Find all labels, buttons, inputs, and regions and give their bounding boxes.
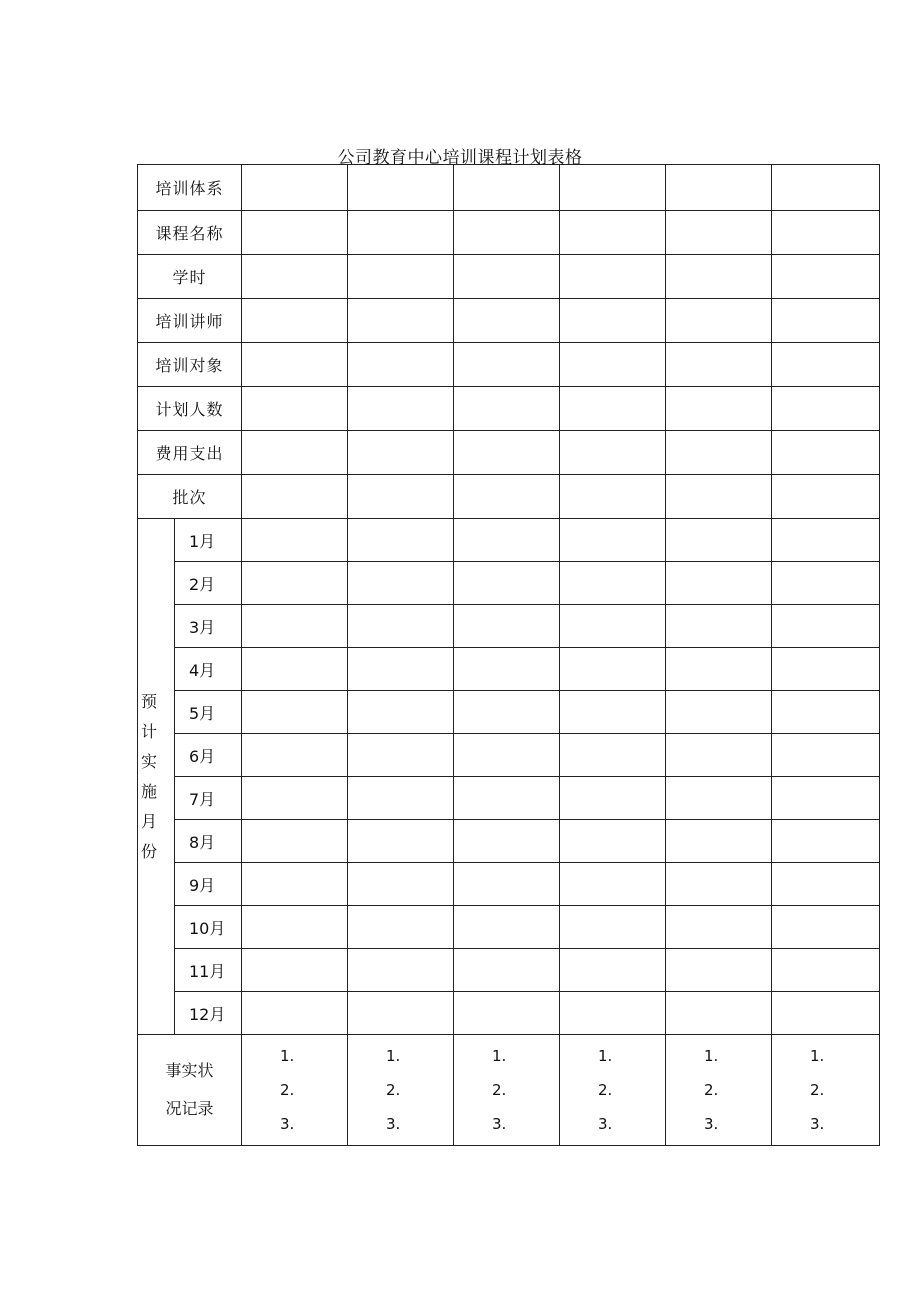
row-course-cell[interactable]: [772, 211, 880, 255]
month-course-cell[interactable]: [666, 734, 772, 777]
month-course-cell[interactable]: [242, 519, 348, 562]
row-course-cell[interactable]: [560, 255, 666, 299]
row-course-cell[interactable]: [454, 211, 560, 255]
facts-row: [138, 1035, 880, 1146]
row-course-cell[interactable]: [454, 165, 560, 211]
month-row: [138, 949, 880, 992]
row-label: 费用支出: [138, 431, 242, 475]
month-course-cell[interactable]: [242, 691, 348, 734]
month-course-cell[interactable]: [560, 648, 666, 691]
row-course-cell[interactable]: [772, 475, 880, 519]
row-course-cell[interactable]: [560, 475, 666, 519]
row-course-cell[interactable]: [772, 165, 880, 211]
fact-item-number: 2.: [492, 1081, 507, 1099]
row-course-cell[interactable]: [348, 431, 454, 475]
table-row: [138, 343, 880, 387]
month-course-cell[interactable]: [348, 949, 454, 992]
month-course-cell[interactable]: [666, 519, 772, 562]
month-row: [138, 906, 880, 949]
row-course-cell[interactable]: [454, 255, 560, 299]
row-course-cell[interactable]: [666, 165, 772, 211]
month-course-cell[interactable]: [666, 863, 772, 906]
month-course-cell[interactable]: [772, 949, 880, 992]
row-label: 批次: [138, 475, 242, 519]
month-course-cell[interactable]: [666, 949, 772, 992]
month-course-cell[interactable]: [772, 863, 880, 906]
fact-item-number: 2.: [704, 1081, 719, 1099]
row-course-cell[interactable]: [242, 165, 348, 211]
month-label: 5月: [175, 691, 242, 734]
month-course-cell[interactable]: [666, 648, 772, 691]
month-course-cell[interactable]: [348, 562, 454, 605]
month-row: [138, 562, 880, 605]
row-course-cell[interactable]: [348, 475, 454, 519]
month-course-cell[interactable]: [242, 562, 348, 605]
fact-item-number: 3.: [492, 1115, 507, 1133]
month-course-cell[interactable]: [348, 906, 454, 949]
document-title: 公司教育中心培训课程计划表格: [337, 148, 583, 168]
month-course-cell[interactable]: [666, 820, 772, 863]
fact-item-number: 1.: [492, 1047, 507, 1065]
fact-item-number: 2.: [810, 1081, 825, 1099]
month-course-cell[interactable]: [454, 949, 560, 992]
month-label: 3月: [175, 605, 242, 648]
month-course-cell[interactable]: [560, 992, 666, 1035]
month-course-cell[interactable]: [454, 734, 560, 777]
month-course-cell[interactable]: [772, 519, 880, 562]
month-course-cell[interactable]: [666, 562, 772, 605]
month-row: [138, 648, 880, 691]
month-course-cell[interactable]: [454, 863, 560, 906]
row-course-cell[interactable]: [560, 431, 666, 475]
table-row: [138, 299, 880, 343]
month-label: 1月: [175, 519, 242, 562]
fact-item-number: 3.: [280, 1115, 295, 1133]
month-label: 2月: [175, 562, 242, 605]
month-course-cell[interactable]: [348, 519, 454, 562]
table-row: [138, 475, 880, 519]
month-course-cell[interactable]: [772, 562, 880, 605]
month-course-cell[interactable]: [772, 691, 880, 734]
month-course-cell[interactable]: [560, 906, 666, 949]
month-course-cell[interactable]: [772, 906, 880, 949]
month-course-cell[interactable]: [348, 691, 454, 734]
row-course-cell[interactable]: [772, 343, 880, 387]
training-plan-table: [137, 164, 880, 1146]
row-course-cell[interactable]: [454, 343, 560, 387]
month-row: [138, 863, 880, 906]
table-row: [138, 211, 880, 255]
facts-course-cell[interactable]: [242, 1035, 348, 1146]
row-course-cell[interactable]: [242, 255, 348, 299]
month-row: [138, 605, 880, 648]
fact-item-number: 1.: [704, 1047, 719, 1065]
facts-course-cell[interactable]: [666, 1035, 772, 1146]
month-course-cell[interactable]: [666, 691, 772, 734]
month-course-cell[interactable]: [772, 820, 880, 863]
facts-course-cell[interactable]: [348, 1035, 454, 1146]
row-course-cell[interactable]: [666, 431, 772, 475]
table-row: [138, 431, 880, 475]
row-course-cell[interactable]: [242, 387, 348, 431]
row-label: 培训对象: [138, 343, 242, 387]
month-label: 10月: [175, 906, 242, 949]
month-course-cell[interactable]: [666, 777, 772, 820]
row-label: 学时: [138, 255, 242, 299]
table-row: [138, 255, 880, 299]
row-course-cell[interactable]: [560, 343, 666, 387]
month-course-cell[interactable]: [242, 863, 348, 906]
month-course-cell[interactable]: [348, 992, 454, 1035]
month-course-cell[interactable]: [454, 519, 560, 562]
row-course-cell[interactable]: [560, 165, 666, 211]
row-course-cell[interactable]: [242, 299, 348, 343]
month-course-cell[interactable]: [560, 605, 666, 648]
row-course-cell[interactable]: [242, 211, 348, 255]
month-course-cell[interactable]: [560, 519, 666, 562]
row-course-cell[interactable]: [560, 211, 666, 255]
month-course-cell[interactable]: [242, 734, 348, 777]
month-course-cell[interactable]: [454, 777, 560, 820]
fact-item-number: 1.: [810, 1047, 825, 1065]
month-row: [138, 519, 880, 562]
month-course-cell[interactable]: [242, 820, 348, 863]
month-course-cell[interactable]: [560, 562, 666, 605]
row-course-cell[interactable]: [772, 431, 880, 475]
row-label: 计划人数: [138, 387, 242, 431]
facts-label-line: 事实状: [165, 1061, 214, 1080]
month-course-cell[interactable]: [560, 691, 666, 734]
fact-item-number: 3.: [386, 1115, 401, 1133]
facts-course-cell[interactable]: [454, 1035, 560, 1146]
month-course-cell[interactable]: [348, 734, 454, 777]
row-course-cell[interactable]: [348, 299, 454, 343]
month-course-cell[interactable]: [560, 734, 666, 777]
schedule-label-char: 月: [141, 811, 158, 831]
month-row: [138, 992, 880, 1035]
month-label: 11月: [175, 949, 242, 992]
month-course-cell[interactable]: [348, 777, 454, 820]
month-course-cell[interactable]: [666, 605, 772, 648]
row-course-cell[interactable]: [666, 211, 772, 255]
month-row: [138, 734, 880, 777]
row-course-cell[interactable]: [772, 255, 880, 299]
schedule-label-char: 实: [141, 751, 158, 771]
month-course-cell[interactable]: [772, 777, 880, 820]
row-course-cell[interactable]: [666, 475, 772, 519]
table-row: [138, 387, 880, 431]
month-course-cell[interactable]: [454, 562, 560, 605]
fact-item-number: 3.: [704, 1115, 719, 1133]
fact-item-number: 1.: [280, 1047, 295, 1065]
row-course-cell[interactable]: [666, 255, 772, 299]
row-course-cell[interactable]: [242, 475, 348, 519]
table-row: [138, 165, 880, 211]
month-row: [138, 777, 880, 820]
month-label: 9月: [175, 863, 242, 906]
row-course-cell[interactable]: [242, 343, 348, 387]
schedule-label-char: 计: [141, 721, 158, 741]
fact-item-number: 1.: [598, 1047, 613, 1065]
row-course-cell[interactable]: [772, 387, 880, 431]
month-course-cell[interactable]: [454, 605, 560, 648]
month-course-cell[interactable]: [348, 820, 454, 863]
month-row: [138, 691, 880, 734]
row-course-cell[interactable]: [772, 299, 880, 343]
month-course-cell[interactable]: [242, 992, 348, 1035]
row-course-cell[interactable]: [666, 387, 772, 431]
row-course-cell[interactable]: [242, 431, 348, 475]
month-course-cell[interactable]: [454, 820, 560, 863]
row-course-cell[interactable]: [454, 431, 560, 475]
month-course-cell[interactable]: [560, 777, 666, 820]
month-course-cell[interactable]: [666, 992, 772, 1035]
fact-item-number: 1.: [386, 1047, 401, 1065]
fact-item-number: 3.: [598, 1115, 613, 1133]
row-label: 课程名称: [138, 211, 242, 255]
row-course-cell[interactable]: [348, 343, 454, 387]
month-course-cell[interactable]: [242, 949, 348, 992]
row-course-cell[interactable]: [348, 211, 454, 255]
month-label: 4月: [175, 648, 242, 691]
month-course-cell[interactable]: [348, 605, 454, 648]
schedule-label: [138, 519, 175, 1035]
month-course-cell[interactable]: [454, 992, 560, 1035]
fact-item-number: 2.: [386, 1081, 401, 1099]
month-course-cell[interactable]: [560, 949, 666, 992]
facts-label: [138, 1035, 242, 1146]
month-course-cell[interactable]: [348, 863, 454, 906]
month-course-cell[interactable]: [242, 777, 348, 820]
row-course-cell[interactable]: [560, 299, 666, 343]
facts-course-cell[interactable]: [560, 1035, 666, 1146]
schedule-label-char: 份: [141, 841, 158, 861]
schedule-label-char: 施: [141, 781, 158, 801]
month-course-cell[interactable]: [242, 648, 348, 691]
month-label: 6月: [175, 734, 242, 777]
row-course-cell[interactable]: [454, 387, 560, 431]
month-label: 12月: [175, 992, 242, 1035]
fact-item-number: 2.: [280, 1081, 295, 1099]
row-course-cell[interactable]: [454, 475, 560, 519]
row-label: 培训体系: [138, 165, 242, 211]
month-course-cell[interactable]: [242, 605, 348, 648]
month-course-cell[interactable]: [772, 992, 880, 1035]
month-course-cell[interactable]: [560, 820, 666, 863]
month-course-cell[interactable]: [772, 605, 880, 648]
month-row: [138, 820, 880, 863]
row-course-cell[interactable]: [560, 387, 666, 431]
facts-course-cell[interactable]: [772, 1035, 880, 1146]
month-course-cell[interactable]: [772, 734, 880, 777]
row-label: 培训讲师: [138, 299, 242, 343]
row-course-cell[interactable]: [666, 299, 772, 343]
month-course-cell[interactable]: [454, 691, 560, 734]
month-course-cell[interactable]: [560, 863, 666, 906]
month-course-cell[interactable]: [242, 906, 348, 949]
fact-item-number: 2.: [598, 1081, 613, 1099]
row-course-cell[interactable]: [348, 387, 454, 431]
row-course-cell[interactable]: [666, 343, 772, 387]
schedule-label-char: 预: [141, 691, 158, 711]
facts-label-line: 况记录: [165, 1099, 214, 1118]
month-course-cell[interactable]: [454, 648, 560, 691]
row-course-cell[interactable]: [454, 299, 560, 343]
fact-item-number: 3.: [810, 1115, 825, 1133]
row-course-cell[interactable]: [348, 165, 454, 211]
month-course-cell[interactable]: [348, 648, 454, 691]
month-course-cell[interactable]: [772, 648, 880, 691]
month-label: 7月: [175, 777, 242, 820]
row-course-cell[interactable]: [348, 255, 454, 299]
month-course-cell[interactable]: [454, 906, 560, 949]
month-label: 8月: [175, 820, 242, 863]
month-course-cell[interactable]: [666, 906, 772, 949]
